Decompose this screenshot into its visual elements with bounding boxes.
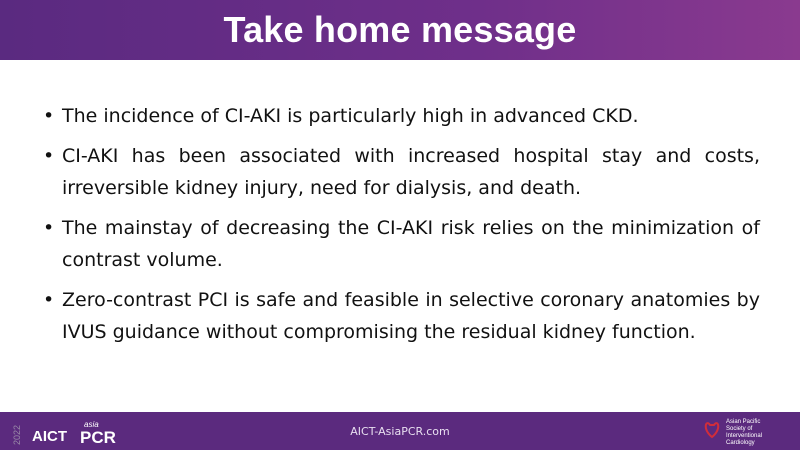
heart-icon (706, 423, 719, 437)
bullet-text: The mainstay of decreasing the CI-AKI risk relies on the minimization of contrast volume. (62, 217, 760, 271)
title-bar (0, 0, 800, 60)
slide-title: Take home message (223, 9, 577, 50)
bullet-item (40, 284, 760, 348)
bullet-list (40, 100, 760, 356)
logo-brand: AICT (32, 428, 67, 445)
logo-year: 2022 (12, 424, 22, 445)
logo-brand-2: PCR (80, 428, 116, 447)
bullet-icon: • (43, 217, 55, 239)
bullet-icon: • (43, 105, 55, 127)
logo-right-line: Society of (726, 426, 753, 432)
logo-right-line: Asian Pacific (726, 419, 761, 425)
bullet-text: The incidence of CI-AKI is particularly high in advanced CKD. (62, 105, 639, 127)
bullet-icon: • (43, 145, 55, 167)
bullet-text: Zero-contrast PCI is safe and feasible in selective coronary anatomies by IVUS guidance without compromising the residual kidney function. (62, 289, 760, 343)
bullet-icon: • (43, 289, 55, 311)
bullet-text: CI-AKI has been associated with increased hospital stay and costs, irreversible kidney injury, need for dialysis, and death. (62, 145, 760, 199)
bullet-item (40, 100, 760, 132)
logo-prefix: asia (84, 420, 99, 429)
footer-bar (0, 412, 800, 450)
aict-asiapcr-logo (14, 415, 134, 447)
logo-right-line: Cardiology (726, 440, 755, 446)
bullet-item (40, 212, 760, 276)
footer-url: AICT-AsiaPCR.com (350, 424, 450, 438)
logo-right-line: Interventional (726, 433, 763, 439)
bullet-item (40, 140, 760, 204)
apsic-logo (704, 415, 794, 447)
